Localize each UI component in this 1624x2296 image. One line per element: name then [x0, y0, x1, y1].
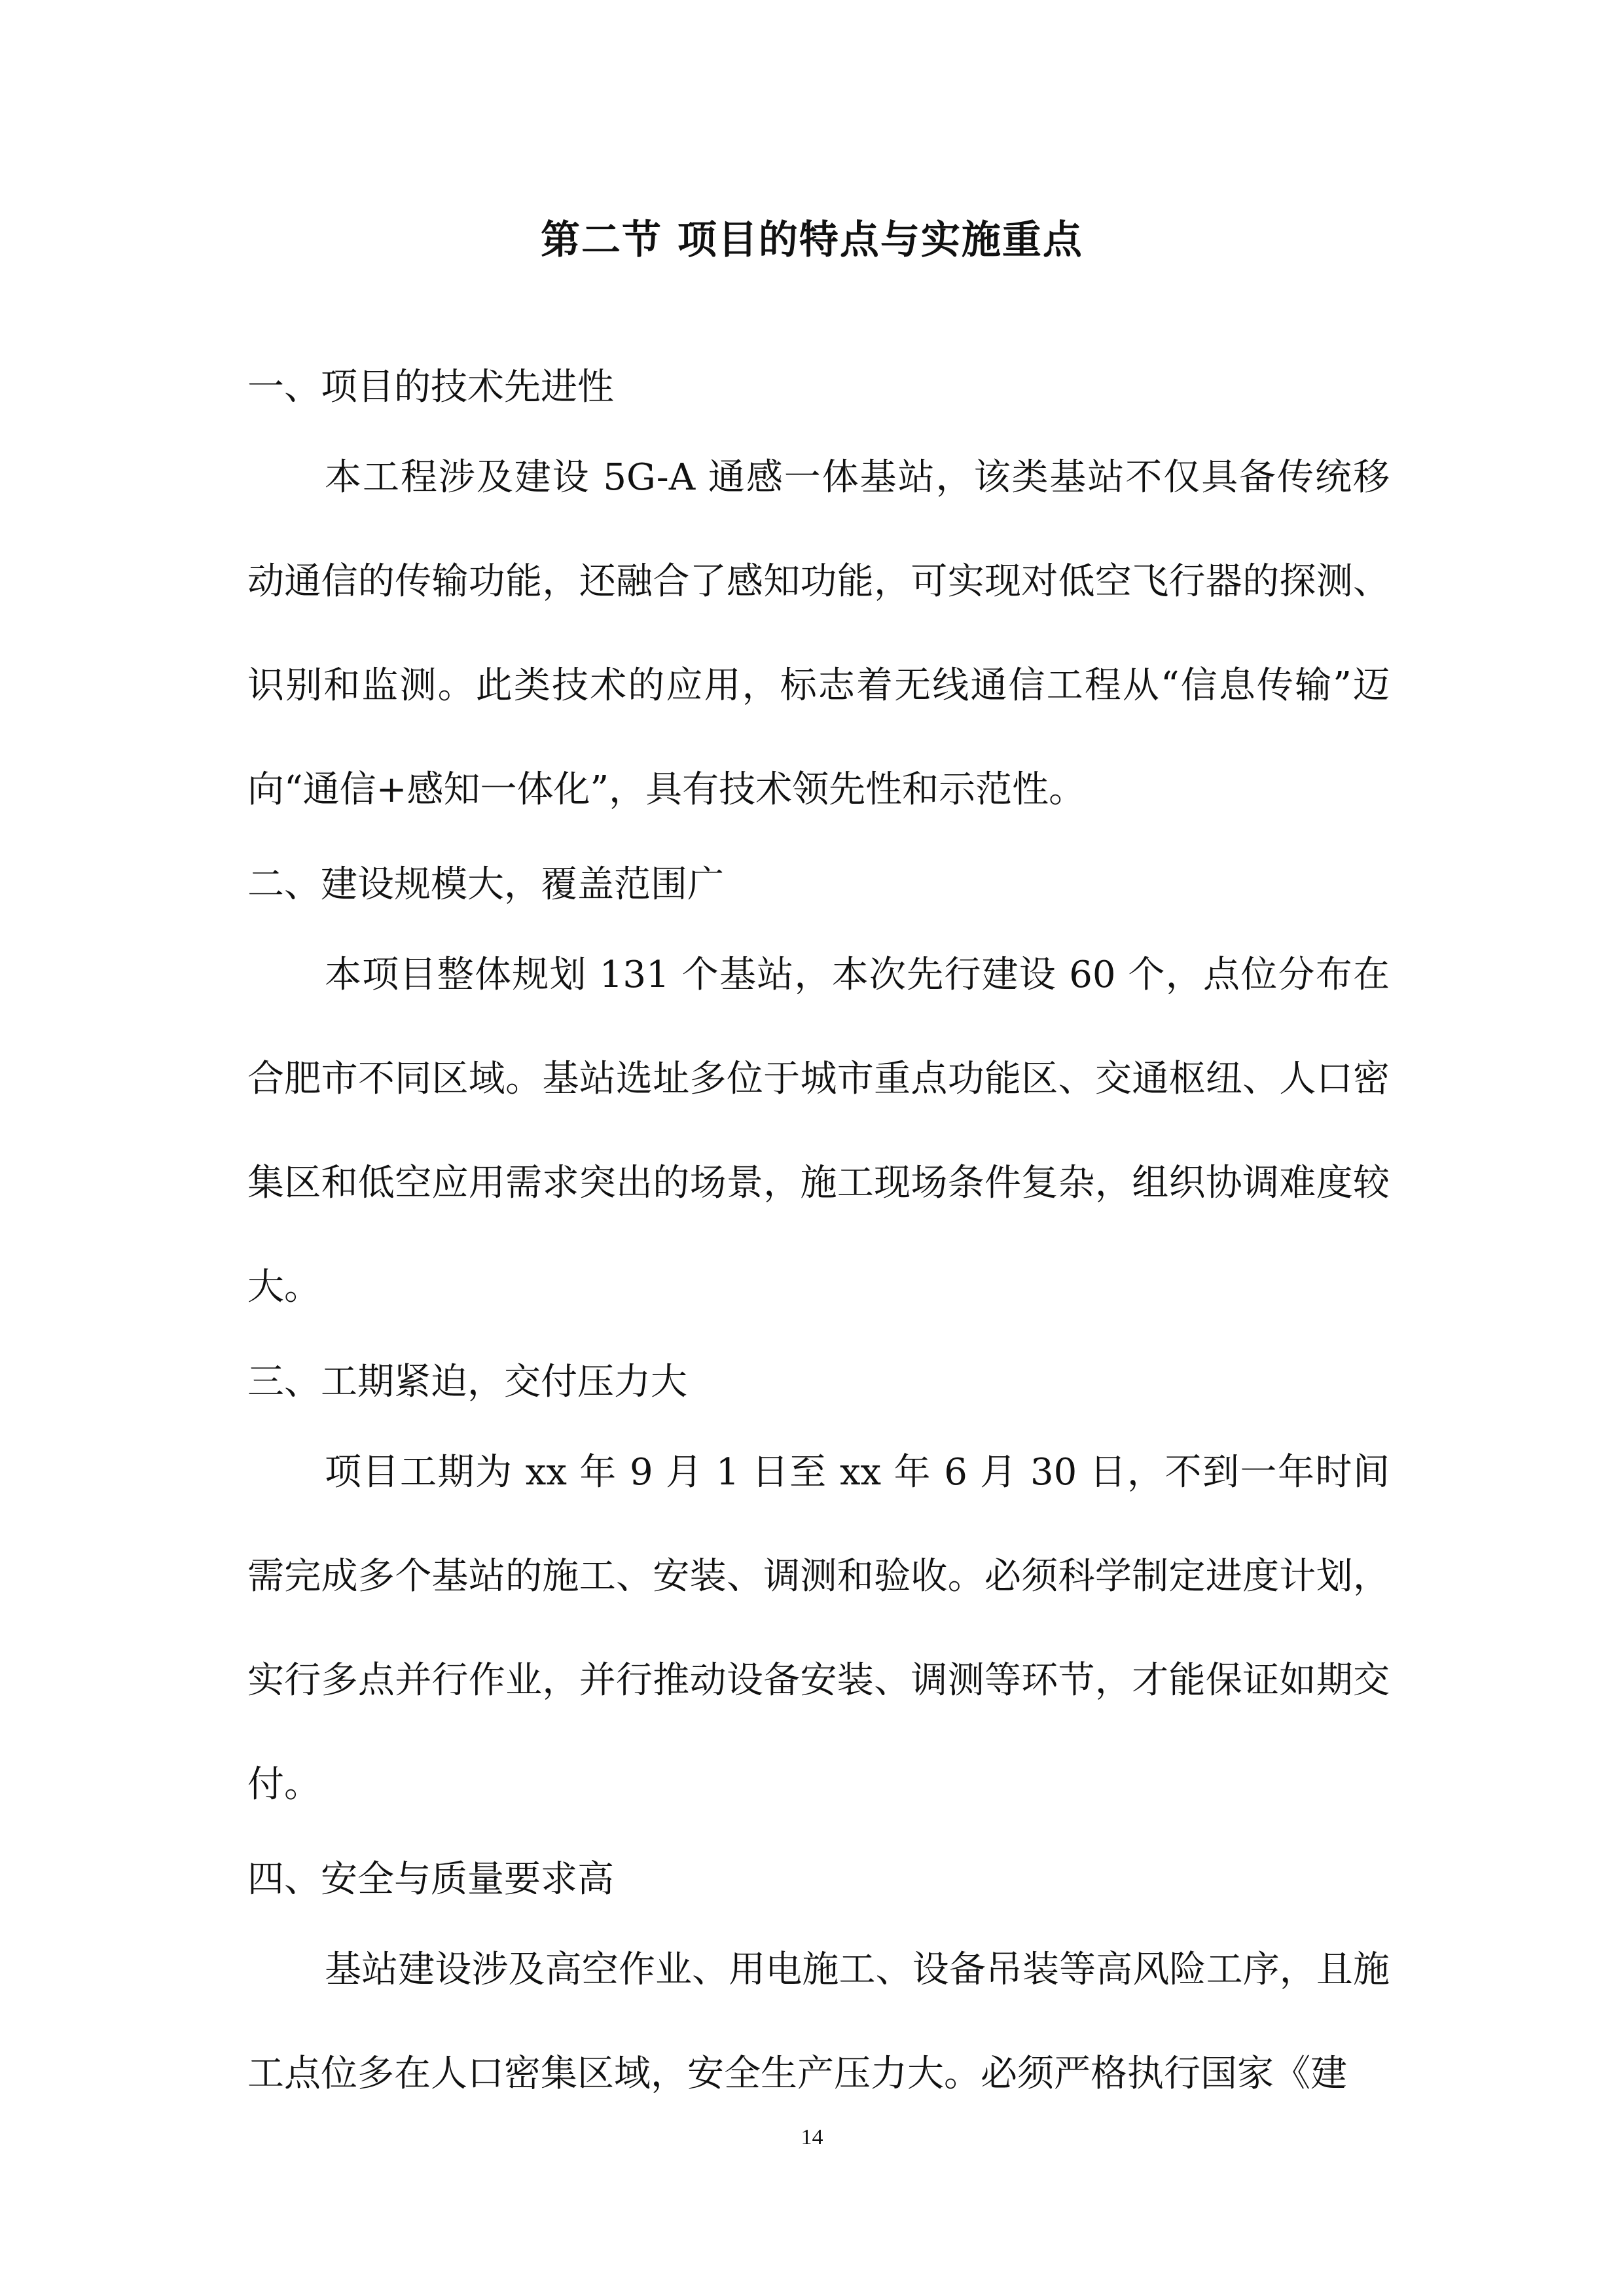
section-body-4: 基站建设涉及高空作业、用电施工、设备吊装等高风险工序，且施工点位多在人口密集区域，安全生产压力大。必须严格执行国家《建 [247, 1948, 1390, 2095]
section-heading-1: 一、项目的技术先进性 [247, 366, 614, 408]
page-number: 14 [801, 2125, 823, 2149]
section-body-1: 本工程涉及建设 5G-A 通感一体基站，该类基站不仅具备传统移动通信的传输功能，还融合了感知功能，可实现对低空飞行器的探测、识别和监测。此类技术的应用，标志着无线通信工程从“信息传输”迈向“通信+感知一体化”，具有技术领先性和示范性。 [247, 456, 1390, 811]
section-heading-2: 二、建设规模大，覆盖范围广 [247, 863, 724, 906]
page-title: 第二节 项目的特点与实施重点 [541, 217, 1083, 263]
section-body-3: 项目工期为 xx 年 9 月 1 日至 xx 年 6 月 30 日，不到一年时间需完成多个基站的施工、安装、调测和验收。必须科学制定进度计划，实行多点并行作业，并行推动设备安装、调测等环节，才能保证如期交付。 [247, 1451, 1390, 1806]
section-heading-4: 四、安全与质量要求高 [247, 1858, 614, 1901]
section-heading-3: 三、工期紧迫，交付压力大 [247, 1361, 687, 1403]
section-body-2: 本项目整体规划 131 个基站，本次先行建设 60 个，点位分布在合肥市不同区域。基站选址多位于城市重点功能区、交通枢纽、人口密集区和低空应用需求突出的场景，施工现场条件复杂，组织协调难度较大。 [247, 954, 1390, 1308]
